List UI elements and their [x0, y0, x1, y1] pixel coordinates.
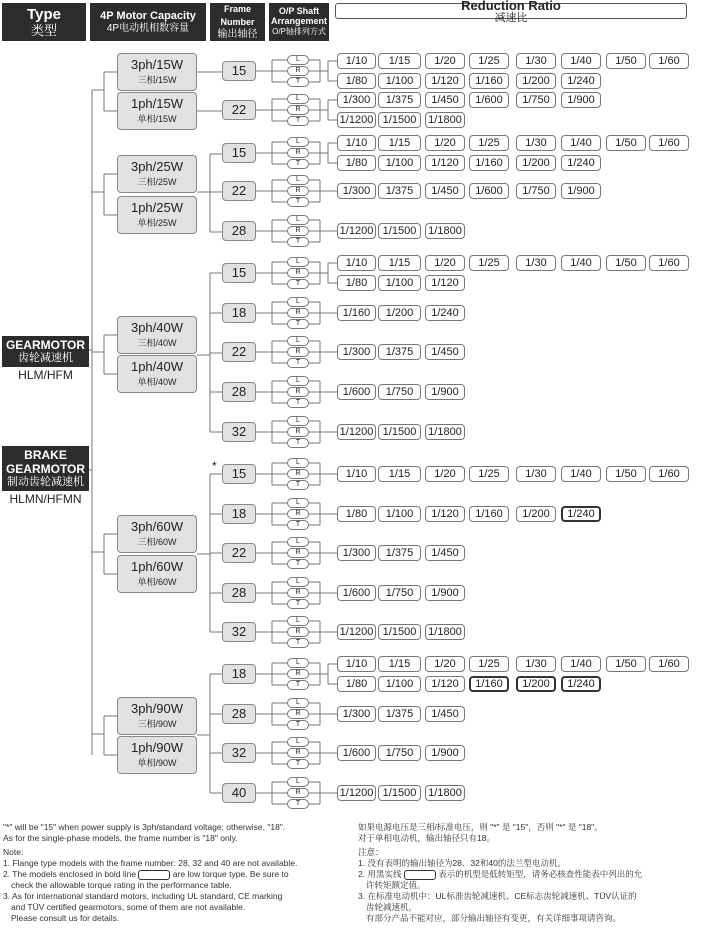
ratio-badge: 1/100: [378, 155, 421, 171]
note-zh-heading: 注意：: [358, 847, 384, 857]
note-zh-3-part-c: 有部分产品不能对应，部分输出轴径有变更，有关详细事项请咨询。: [366, 913, 622, 923]
shaft-l-pill: L: [287, 257, 309, 267]
motor-label-zh: 三相/60W: [137, 537, 177, 547]
shaft-r-pill: R: [287, 105, 309, 115]
ratio-badge: 1/60: [649, 466, 689, 482]
ratio-badge: 1/50: [606, 135, 646, 151]
motor-label-zh: 三相/15W: [137, 75, 177, 85]
shaft-r-pill: R: [287, 268, 309, 278]
header-shaft-zh: O/P轴排列方式: [272, 27, 326, 36]
ratio-badge: 1/1500: [378, 624, 421, 640]
shaft-t-pill: T: [287, 77, 309, 87]
notes-english: [3, 822, 348, 924]
ratio-badge: 1/1800: [425, 223, 465, 239]
motor-label-zh: 三相/25W: [137, 177, 177, 187]
ratio-badge: 1/10: [337, 466, 376, 482]
ratio-badge: 1/15: [378, 255, 421, 271]
ratio-badge: 1/10: [337, 255, 376, 271]
shaft-t-pill: T: [287, 520, 309, 530]
ratio-badge: 1/25: [469, 135, 509, 151]
shaft-t-pill: T: [287, 759, 309, 769]
note-2-part-c: check the allowable torque rating in the performance table.: [11, 880, 232, 890]
shaft-l-pill: L: [287, 297, 309, 307]
frame-15-box: 15: [222, 263, 256, 283]
gearmotor-badge-en: GEARMOTOR: [5, 338, 86, 352]
shaft-r-pill: R: [287, 627, 309, 637]
note-star: "*" will be "15" when power supply is 3ph/standard voltage; otherwise, "18".: [3, 822, 286, 832]
motor-label-zh: 单相/25W: [137, 218, 177, 228]
ratio-badge: 1/100: [378, 73, 421, 89]
note-zh-3-part-a: 3. 在标准电动机中：UL标准齿轮减速机、CE标志齿轮减速机、TÜV认证的: [358, 891, 637, 901]
shaft-r-pill: R: [287, 387, 309, 397]
shaft-t-pill: T: [287, 197, 309, 207]
frame-15-box: 15: [222, 143, 256, 163]
header-capacity-zh: 4P电动机相数容量: [106, 22, 190, 34]
shaft-t-pill: T: [287, 599, 309, 609]
ratio-badge: 1/40: [561, 466, 601, 482]
shaft-l-pill: L: [287, 498, 309, 508]
ratio-badge: 1/30: [516, 466, 556, 482]
header-type-en: Type: [27, 6, 61, 23]
frame-18-box: 18: [222, 664, 256, 684]
ratio-badge: 1/30: [516, 53, 556, 69]
ratio-badge: 1/600: [469, 92, 509, 108]
ratio-badge: 1/40: [561, 255, 601, 271]
notes-chinese: [358, 822, 698, 924]
note-zh-2-part-c: 许转矩额定值。: [366, 880, 426, 890]
ratio-badge: 1/750: [378, 384, 421, 400]
ratio-badge: 1/375: [378, 545, 421, 561]
ratio-badge: 1/160: [469, 676, 509, 692]
ratio-badge: 1/25: [469, 53, 509, 69]
shaft-t-pill: T: [287, 799, 309, 809]
shaft-r-pill: R: [287, 709, 309, 719]
brake-gearmotor-badge-zh: 制动齿轮减速机: [7, 476, 84, 488]
frame-32-box: 32: [222, 622, 256, 642]
ratio-badge: 1/20: [425, 656, 465, 672]
shaft-r-pill: R: [287, 469, 309, 479]
ratio-badge: 1/1800: [425, 785, 465, 801]
ratio-badge: 1/375: [378, 706, 421, 722]
note-3-part-c: Please consult us for details.: [11, 913, 120, 923]
ratio-badge: 1/900: [561, 92, 601, 108]
ratio-badge: 1/80: [337, 676, 376, 692]
motor-label: 1ph/90W: [130, 740, 184, 755]
shaft-r-pill: R: [287, 427, 309, 437]
ratio-badge: 1/750: [378, 745, 421, 761]
ratio-badge: 1/50: [606, 466, 646, 482]
ratio-badge: 1/200: [516, 73, 556, 89]
shaft-r-pill: R: [287, 347, 309, 357]
ratio-badge: 1/10: [337, 656, 376, 672]
shaft-r-pill: R: [287, 148, 309, 158]
shaft-t-pill: T: [287, 398, 309, 408]
ratio-badge: 1/200: [516, 155, 556, 171]
ratio-badge: 1/160: [469, 506, 509, 522]
ratio-badge: 1/200: [516, 676, 556, 692]
ratio-badge: 1/100: [378, 275, 421, 291]
ratio-badge: 1/600: [337, 585, 376, 601]
brake-gearmotor-model: HLMN/HFMN: [9, 492, 82, 506]
shaft-l-pill: L: [287, 537, 309, 547]
note-3-part-a: 3. As for international standard motors, including UL standard, CE marking: [3, 891, 283, 901]
ratio-badge: 1/40: [561, 656, 601, 672]
ratio-badge: 1/120: [425, 275, 465, 291]
shaft-t-pill: T: [287, 319, 309, 329]
ratio-badge: 1/1800: [425, 112, 465, 128]
ratio-badge: 1/1500: [378, 424, 421, 440]
shaft-l-pill: L: [287, 175, 309, 185]
ratio-badge: 1/750: [516, 92, 556, 108]
ratio-badge: 1/600: [469, 183, 509, 199]
shaft-t-pill: T: [287, 638, 309, 648]
motor-label: 1ph/25W: [130, 200, 184, 215]
ratio-badge: 1/1500: [378, 785, 421, 801]
ratio-badge: 1/240: [561, 506, 601, 522]
ratio-badge: 1/60: [649, 255, 689, 271]
shaft-r-pill: R: [287, 308, 309, 318]
note-zh-1: 1. 没有表明的输出轴径为28、32和40的法兰型电动机。: [358, 858, 566, 868]
ratio-badge: 1/1200: [337, 112, 376, 128]
motor-label: 3ph/60W: [130, 519, 184, 534]
note-zh-star-2: 对于单相电动机，输出轴径只有18。: [358, 833, 495, 843]
ratio-badge: 1/25: [469, 255, 509, 271]
ratio-badge: 1/30: [516, 255, 556, 271]
ratio-badge: 1/300: [337, 183, 376, 199]
ratio-badge: 1/20: [425, 255, 465, 271]
frame-18-box: 18: [222, 504, 256, 524]
ratio-badge: 1/10: [337, 53, 376, 69]
ratio-badge: 1/240: [425, 305, 465, 321]
shaft-t-pill: T: [287, 559, 309, 569]
header-capacity-en: 4P Motor Capacity: [100, 9, 196, 22]
ratio-badge: 1/1200: [337, 785, 376, 801]
ratio-badge: 1/750: [516, 183, 556, 199]
ratio-badge: 1/1500: [378, 112, 421, 128]
shaft-l-pill: L: [287, 215, 309, 225]
shaft-l-pill: L: [287, 94, 309, 104]
ratio-badge: 1/1800: [425, 424, 465, 440]
shaft-r-pill: R: [287, 226, 309, 236]
motor-label-zh: 单相/60W: [137, 577, 177, 587]
ratio-badge: 1/160: [337, 305, 376, 321]
gearmotor-model: HLM/HFM: [18, 368, 73, 382]
ratio-badge: 1/600: [337, 384, 376, 400]
ratio-badge: 1/15: [378, 53, 421, 69]
gearmotor-badge-zh: 齿轮减速机: [18, 352, 73, 364]
frame-22-box: 22: [222, 100, 256, 120]
frame-28-box: 28: [222, 583, 256, 603]
ratio-badge: 1/450: [425, 344, 465, 360]
motor-label: 3ph/90W: [130, 701, 184, 716]
ratio-badge: 1/15: [378, 135, 421, 151]
shaft-l-pill: L: [287, 616, 309, 626]
ratio-badge: 1/900: [425, 745, 465, 761]
ratio-badge: 1/160: [469, 73, 509, 89]
ratio-badge: 1/15: [378, 656, 421, 672]
shaft-l-pill: L: [287, 737, 309, 747]
shaft-t-pill: T: [287, 237, 309, 247]
ratio-badge: 1/25: [469, 656, 509, 672]
ratio-badge: 1/60: [649, 656, 689, 672]
frame-15-box: 15: [222, 464, 256, 484]
motor-label: 3ph/15W: [130, 57, 184, 72]
header-ratio-en: Reduction Ratio: [461, 0, 561, 13]
ratio-badge: 1/10: [337, 135, 376, 151]
ratio-badge: 1/30: [516, 135, 556, 151]
motor-label: 1ph/40W: [130, 359, 184, 374]
header-type-zh: 类型: [30, 23, 57, 38]
shaft-t-pill: T: [287, 159, 309, 169]
ratio-badge: 1/20: [425, 466, 465, 482]
ratio-badge: 1/120: [425, 155, 465, 171]
motor-label-zh: 三相/90W: [137, 719, 177, 729]
motor-label: 1ph/15W: [130, 96, 184, 111]
shaft-r-pill: R: [287, 669, 309, 679]
ratio-badge: 1/200: [378, 305, 421, 321]
note-2-part-b: are low torque type. Be sure to: [172, 869, 289, 879]
ratio-badge: 1/300: [337, 344, 376, 360]
motor-label: 3ph/40W: [130, 320, 184, 335]
note-3-part-b: and TÜV certified gearmotors, some of them are not available.: [11, 902, 246, 912]
frame-32-box: 32: [222, 422, 256, 442]
shaft-l-pill: L: [287, 658, 309, 668]
brake-gearmotor-badge-en: BRAKE GEARMOTOR: [5, 448, 86, 476]
shaft-r-pill: R: [287, 548, 309, 558]
ratio-badge: 1/300: [337, 92, 376, 108]
shaft-t-pill: T: [287, 358, 309, 368]
header-frame-zh: 输出轴径: [217, 29, 258, 40]
ratio-badge: 1/20: [425, 53, 465, 69]
ratio-badge: 1/450: [425, 183, 465, 199]
frame-28-box: 28: [222, 221, 256, 241]
note-zh-3-part-b: 齿轮减速机，: [366, 902, 418, 912]
note-star-2: As for the single-phase models, the frame number is "18" only.: [3, 833, 238, 843]
ratio-badge: 1/375: [378, 92, 421, 108]
shaft-l-pill: L: [287, 458, 309, 468]
ratio-badge: 1/450: [425, 92, 465, 108]
bold-line-legend-box-zh: [404, 870, 436, 880]
ratio-badge: 1/1200: [337, 424, 376, 440]
shaft-l-pill: L: [287, 698, 309, 708]
shaft-r-pill: R: [287, 509, 309, 519]
header-frame-en: Frame Number: [220, 4, 255, 27]
ratio-badge: 1/240: [561, 155, 601, 171]
ratio-badge: 1/80: [337, 275, 376, 291]
shaft-r-pill: R: [287, 588, 309, 598]
frame-40-box: 40: [222, 783, 256, 803]
note-zh-2-part-a: 2. 用黑实线: [358, 869, 402, 879]
ratio-badge: 1/450: [425, 545, 465, 561]
shaft-t-pill: T: [287, 279, 309, 289]
frame-18-box: 18: [222, 303, 256, 323]
frame-footnote-marker: *: [212, 459, 217, 473]
motor-label-zh: 单相/90W: [137, 758, 177, 768]
frame-15-box: 15: [222, 61, 256, 81]
ratio-badge: 1/20: [425, 135, 465, 151]
ratio-badge: 1/50: [606, 656, 646, 672]
ratio-badge: 1/25: [469, 466, 509, 482]
ratio-badge: 1/375: [378, 183, 421, 199]
motor-label: 3ph/25W: [130, 159, 184, 174]
ratio-badge: 1/750: [378, 585, 421, 601]
ratio-badge: 1/50: [606, 255, 646, 271]
shaft-t-pill: T: [287, 480, 309, 490]
ratio-badge: 1/1200: [337, 223, 376, 239]
motor-label-zh: 单相/40W: [137, 377, 177, 387]
shaft-l-pill: L: [287, 777, 309, 787]
header-ratio-zh: 减速比: [494, 11, 528, 24]
shaft-r-pill: R: [287, 788, 309, 798]
shaft-t-pill: T: [287, 680, 309, 690]
ratio-badge: 1/15: [378, 466, 421, 482]
ratio-badge: 1/30: [516, 656, 556, 672]
ratio-badge: 1/60: [649, 135, 689, 151]
note-heading: Note:: [3, 847, 24, 857]
ratio-badge: 1/100: [378, 676, 421, 692]
motor-label-zh: 单相/15W: [137, 114, 177, 124]
header-shaft-en: O/P Shaft Arrangement: [270, 6, 327, 26]
shaft-t-pill: T: [287, 438, 309, 448]
shaft-r-pill: R: [287, 66, 309, 76]
ratio-badge: 1/375: [378, 344, 421, 360]
ratio-badge: 1/40: [561, 53, 601, 69]
ratio-badge: 1/200: [516, 506, 556, 522]
ratio-badge: 1/240: [561, 73, 601, 89]
ratio-badge: 1/1800: [425, 624, 465, 640]
shaft-t-pill: T: [287, 720, 309, 730]
frame-22-box: 22: [222, 543, 256, 563]
ratio-badge: 1/1500: [378, 223, 421, 239]
ratio-badge: 1/120: [425, 73, 465, 89]
note-zh-star: 如果电源电压是三相/标准电压，则 "*" 是 "15"，否则 "*" 是 "18"。: [358, 822, 603, 832]
ratio-badge: 1/120: [425, 676, 465, 692]
ratio-badge: 1/300: [337, 706, 376, 722]
ratio-badge: 1/50: [606, 53, 646, 69]
ratio-badge: 1/1200: [337, 624, 376, 640]
ratio-badge: 1/600: [337, 745, 376, 761]
frame-28-box: 28: [222, 382, 256, 402]
note-1: 1. Flange type models with the frame number: 28, 32 and 40 are not available.: [3, 858, 298, 868]
shaft-r-pill: R: [287, 748, 309, 758]
ratio-badge: 1/80: [337, 155, 376, 171]
ratio-badge: 1/80: [337, 506, 376, 522]
ratio-badge: 1/100: [378, 506, 421, 522]
motor-label-zh: 三相/40W: [137, 338, 177, 348]
ratio-badge: 1/60: [649, 53, 689, 69]
shaft-l-pill: L: [287, 336, 309, 346]
shaft-l-pill: L: [287, 55, 309, 65]
note-zh-2: [358, 869, 698, 880]
shaft-l-pill: L: [287, 137, 309, 147]
ratio-badge: 1/40: [561, 135, 601, 151]
ratio-badge: 1/450: [425, 706, 465, 722]
frame-28-box: 28: [222, 704, 256, 724]
frame-22-box: 22: [222, 342, 256, 362]
ratio-badge: 1/900: [425, 384, 465, 400]
ratio-badge: 1/160: [469, 155, 509, 171]
frame-32-box: 32: [222, 743, 256, 763]
bold-line-legend-box: [138, 870, 170, 880]
frame-22-box: 22: [222, 181, 256, 201]
shaft-l-pill: L: [287, 416, 309, 426]
ratio-badge: 1/900: [425, 585, 465, 601]
ratio-badge: 1/900: [561, 183, 601, 199]
note-2: [3, 869, 348, 880]
shaft-l-pill: L: [287, 577, 309, 587]
shaft-l-pill: L: [287, 376, 309, 386]
shaft-r-pill: R: [287, 186, 309, 196]
ratio-badge: 1/80: [337, 73, 376, 89]
shaft-t-pill: T: [287, 116, 309, 126]
ratio-badge: 1/240: [561, 676, 601, 692]
note-zh-2-part-b: 表示的机型是低转矩型，请务必核查性能表中列出的允: [438, 869, 643, 879]
ratio-badge: 1/120: [425, 506, 465, 522]
note-2-part-a: 2. The models enclosed in bold line: [3, 869, 137, 879]
ratio-badge: 1/300: [337, 545, 376, 561]
motor-label: 1ph/60W: [130, 559, 184, 574]
